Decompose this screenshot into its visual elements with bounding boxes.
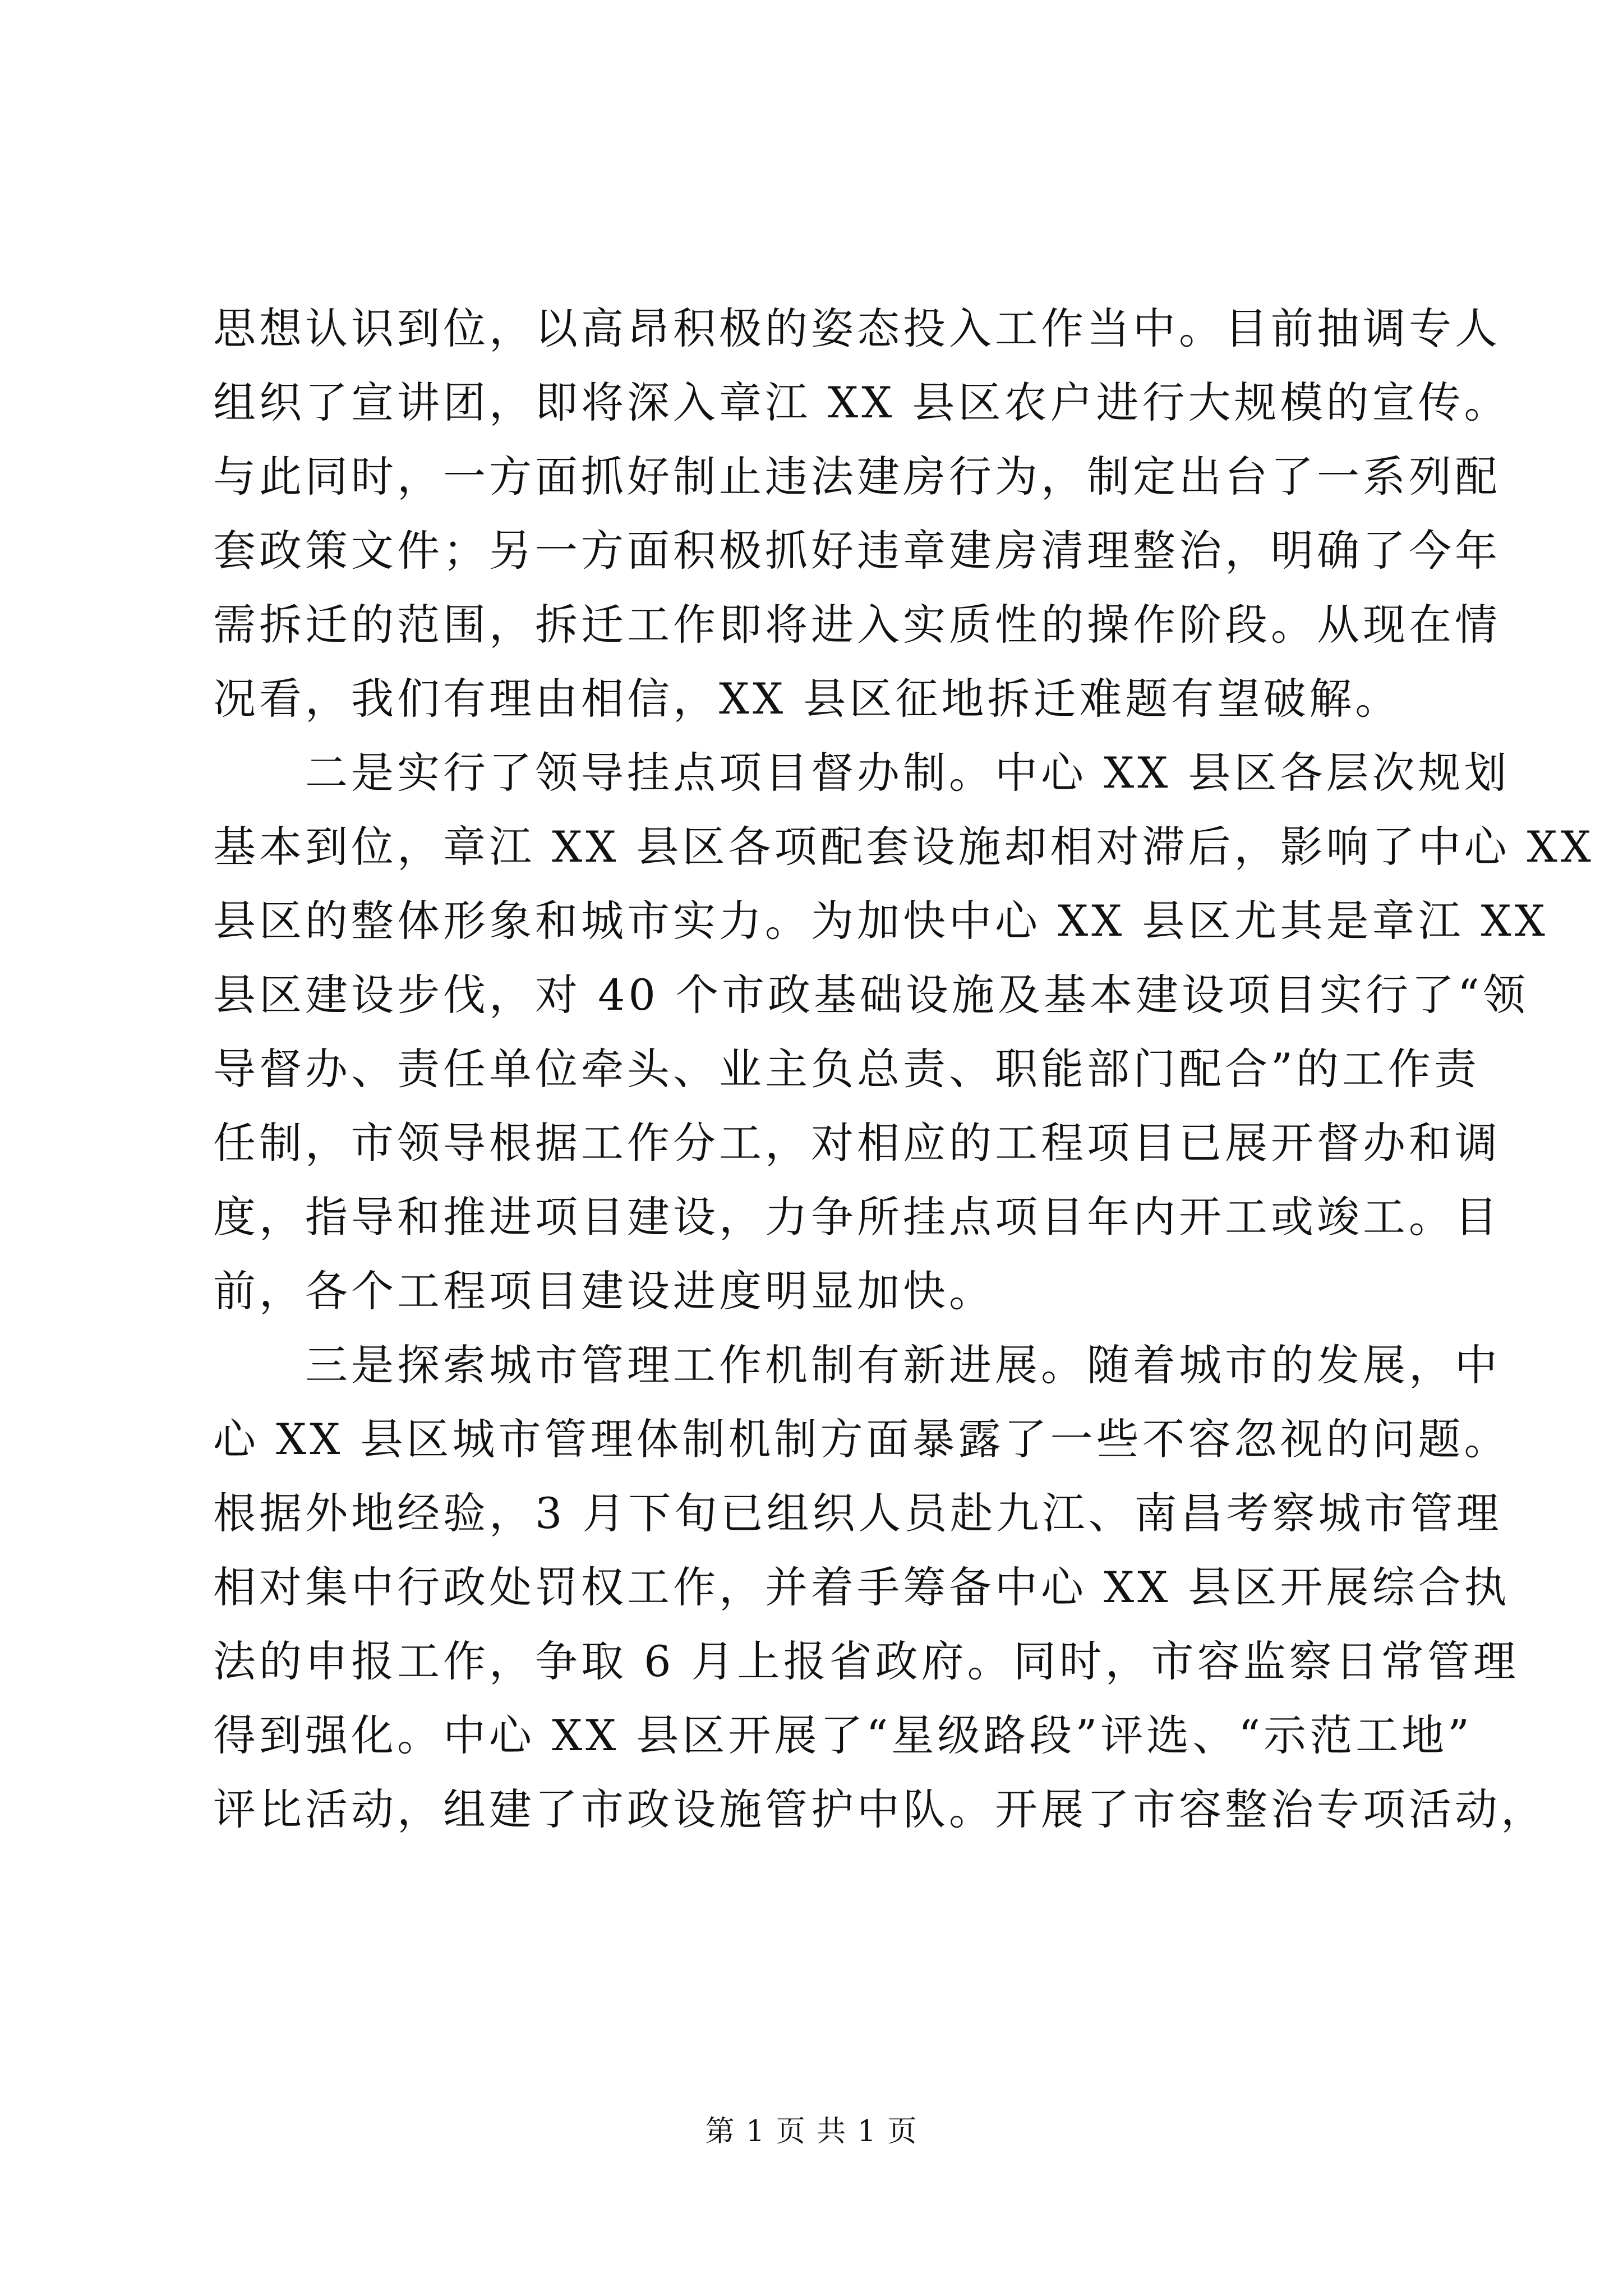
page-number-label: 第 1 页 共 1 页 — [705, 2115, 918, 2148]
text-line: 得到强化。中心 XX 县区开展了“星级路段”评选、“示范工地” — [213, 1710, 1473, 1760]
text-line: 根据外地经验，3 月下旬已组织人员赴九江、南昌考察城市管理 — [213, 1488, 1502, 1538]
text-line: 三是探索城市管理工作机制有新进展。随着城市的发展，中 — [213, 1340, 1501, 1390]
text-line: 县区的整体形象和城市实力。为加快中心 XX 县区尤其是章江 XX — [213, 896, 1548, 946]
text-line: 套政策文件；另一方面积极抓好违章建房清理整治，明确了今年 — [213, 526, 1501, 576]
text-line: 度，指导和推进项目建设，力争所挂点项目年内开工或竣工。目 — [213, 1192, 1501, 1242]
text-line: 心 XX 县区城市管理体制机制方面暴露了一些不容忽视的问题。 — [213, 1414, 1510, 1464]
text-line: 况看，我们有理由相信，XX 县区征地拆迁难题有望破解。 — [213, 674, 1401, 724]
text-line: 与此同时，一方面抓好制止违法建房行为，制定出台了一系列配 — [213, 452, 1501, 501]
text-line: 组织了宣讲团，即将深入章江 XX 县区农户进行大规模的宣传。 — [213, 378, 1510, 427]
text-line: 评比活动，组建了市政设施管护中队。开展了市容整治专项活动， — [213, 1784, 1547, 1834]
text-line: 二是实行了领导挂点项目督办制。中心 XX 县区各层次规划 — [213, 748, 1510, 798]
text-line: 相对集中行政处罚权工作，并着手筹备中心 XX 县区开展综合执 — [213, 1562, 1510, 1612]
text-line: 任制，市领导根据工作分工，对相应的工程项目已展开督办和调 — [213, 1118, 1501, 1168]
text-line: 需拆迁的范围，拆迁工作即将进入实质性的操作阶段。从现在情 — [213, 600, 1501, 650]
document-body — [213, 292, 1594, 1847]
text-line: 县区建设步伐，对 40 个市政基础设施及基本建设项目实行了“领 — [213, 970, 1529, 1020]
text-line: 前，各个工程项目建设进度明显加快。 — [213, 1266, 995, 1316]
text-line: 基本到位，章江 XX 县区各项配套设施却相对滞后，影响了中心 XX — [213, 822, 1594, 872]
page-footer — [0, 2112, 1623, 2151]
text-line: 导督办、责任单位牵头、业主负总责、职能部门配合”的工作责 — [213, 1044, 1480, 1094]
text-line: 思想认识到位，以高昂积极的姿态投入工作当中。目前抽调专人 — [213, 303, 1501, 353]
text-line: 法的申报工作，争取 6 月上报省政府。同时，市容监察日常管理 — [213, 1636, 1519, 1686]
